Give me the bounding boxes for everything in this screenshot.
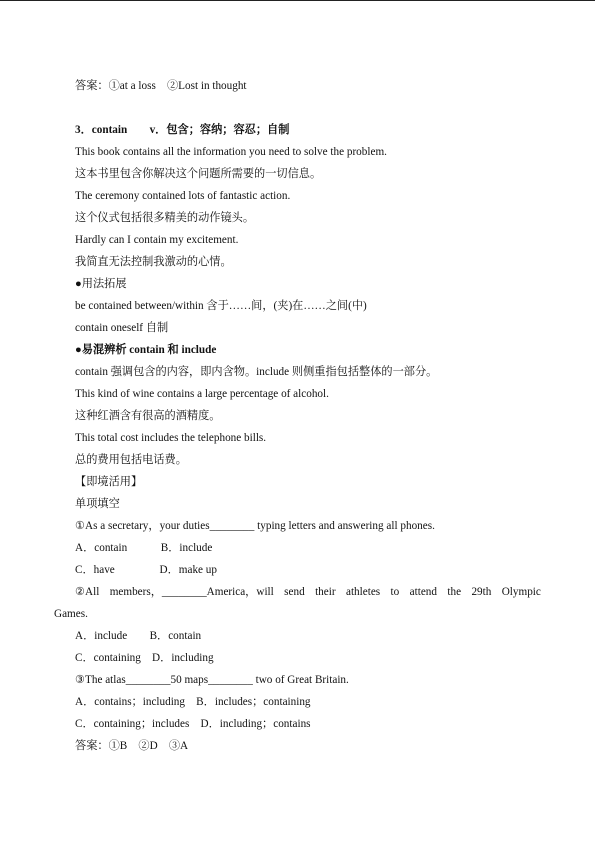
answer-line-1: 答案：①at a loss ②Lost in thought [75,80,247,92]
question-1-options-ab: A．contain B．include [75,542,213,554]
usage-item-2: contain oneself 自制 [75,322,169,334]
example-2-zh: 这个仪式包括很多精美的动作镜头。 [75,212,255,224]
question-2-word: attend [409,586,437,598]
question-2-word: send [284,586,305,598]
question-2-word: 29th [471,586,492,598]
example-1-zh: 这本书里包含你解决这个问题所需要的一切信息。 [75,168,322,180]
example-2-en: The ceremony contained lots of fantastic action. [75,190,291,202]
question-2 [75,585,541,599]
example-4-en: This kind of wine contains a large percentage of alcohol. [75,388,329,400]
question-2-word: ②All [75,586,100,598]
question-2-word: their [315,586,336,598]
example-1-en: This book contains all the information you need to solve the problem. [75,146,387,158]
question-2-options-cd: C．containing D．including [75,652,214,664]
question-1: ①As a secretary，your duties________ typing letters and answering all phones. [75,520,435,532]
question-2-options-ab: A．include B．contain [75,630,202,642]
question-2-word: members，________America，will [109,586,274,598]
question-3: ③The atlas________50 maps________ two of Great Britain. [75,674,349,686]
example-3-en: Hardly can I contain my excitement. [75,234,239,246]
example-5-en: This total cost includes the telephone bills. [75,432,267,444]
usage-title: ●用法拓展 [75,278,127,290]
example-3-zh: 我简直无法控制我激动的心情。 [75,256,232,268]
practice-title: 【即境活用】 [75,476,143,488]
question-2-word: to [390,586,400,598]
confusion-title: ●易混辨析 contain 和 include [75,344,217,356]
usage-item-1: be contained between/within 含于……间，(夹)在……之间(中) [75,300,367,312]
question-3-options-cd: C．containing；includes D．including；contains [75,718,311,730]
answer-line-2: 答案：①B ②D ③A [75,740,189,752]
confusion-description: contain 强调包含的内容，即内含物。include 则侧重指包括整体的一部分。 [75,366,438,378]
practice-type: 单项填空 [75,498,120,510]
top-rule [0,0,595,1]
example-4-zh: 这种红酒含有很高的酒精度。 [75,410,221,422]
question-1-options-cd: C．have D．make up [75,564,217,576]
entry-heading: 3．contain v．包含；容纳；容忍；自制 [75,124,290,136]
question-2-word: Olympic [501,586,541,598]
question-2-continuation: Games. [54,608,88,620]
question-2-word: the [447,586,462,598]
example-5-zh: 总的费用包括电话费。 [75,454,187,466]
question-2-word: athletes [345,586,381,598]
question-3-options-ab: A．contains；including B．includes；containing [75,696,311,708]
